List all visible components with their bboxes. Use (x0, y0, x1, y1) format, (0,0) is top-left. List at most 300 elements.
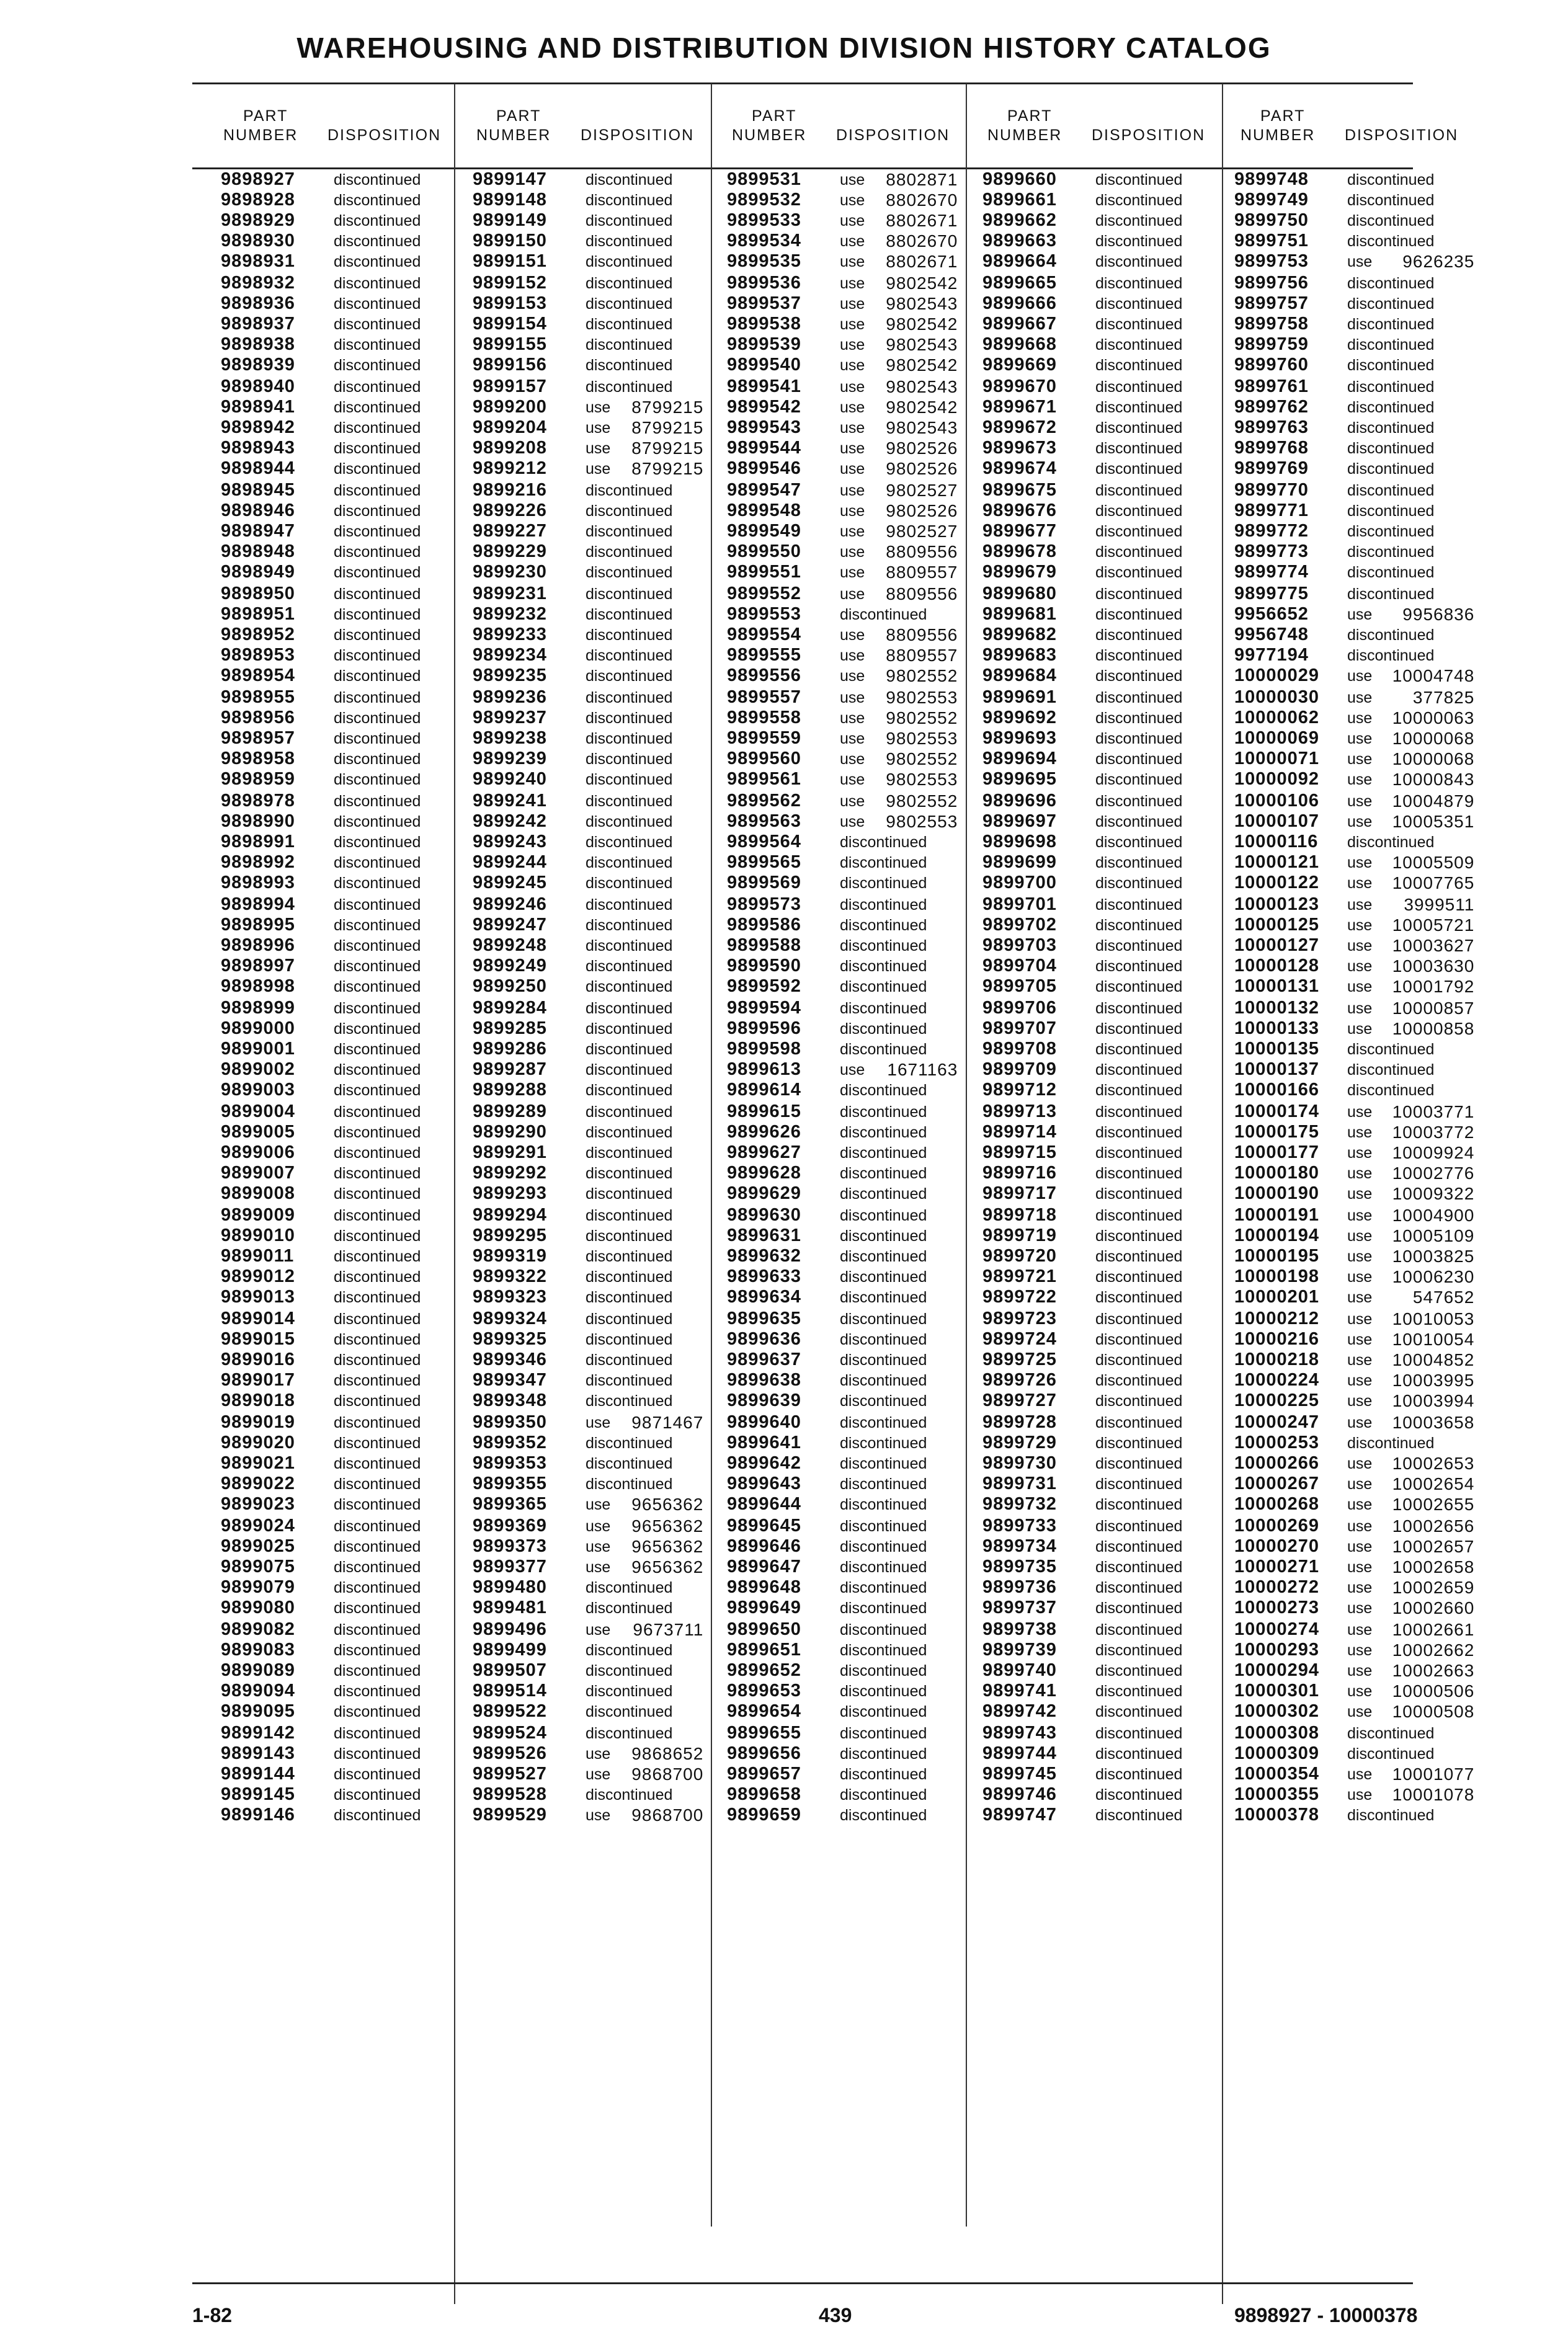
replacement-part-number: 8799215 (631, 418, 704, 437)
part-number: 9898956 (221, 708, 295, 727)
disposition (334, 438, 421, 458)
disposition (1095, 377, 1182, 397)
disposition-text: discontinued (334, 171, 421, 189)
disposition-text: discontinued (334, 1351, 421, 1369)
disposition (1095, 252, 1182, 272)
page-number: 439 (819, 2304, 852, 2326)
disposition-text: discontinued (334, 1248, 421, 1265)
disposition-text: discontinued (586, 710, 673, 727)
part-number: 9899075 (221, 1557, 295, 1577)
part-number: 10000272 (1234, 1577, 1320, 1597)
replacement-part-number: 10007765 (1392, 873, 1475, 892)
disposition-text: discontinued (334, 647, 421, 664)
replacement-part-number: 10002662 (1392, 1640, 1475, 1660)
disposition (334, 1039, 421, 1059)
disposition-text: discontinued (334, 771, 421, 788)
part-number: 9899157 (473, 376, 547, 396)
part-number: 9899626 (727, 1122, 801, 1142)
disposition (1347, 1724, 1434, 1743)
disposition-text: use (1347, 1662, 1373, 1680)
part-number: 9899768 (1234, 438, 1309, 458)
disposition-text: use (1347, 1600, 1373, 1617)
disposition-text: discontinued (1095, 192, 1183, 209)
disposition (840, 1413, 927, 1433)
disposition-text: discontinued (840, 1745, 927, 1763)
part-number: 10000190 (1234, 1183, 1320, 1203)
disposition (586, 853, 672, 873)
part-number: 10000294 (1234, 1660, 1320, 1680)
disposition-text: discontinued (334, 1766, 421, 1783)
disposition-text: discontinued (1347, 378, 1435, 396)
replacement-part-number: 10005721 (1392, 915, 1475, 935)
part-number: 9899496 (473, 1619, 547, 1639)
replacement-part-number: 3999511 (1404, 895, 1475, 914)
disposition (586, 190, 672, 210)
disposition-text: discontinued (586, 171, 673, 189)
disposition (586, 956, 672, 976)
disposition (334, 1143, 421, 1163)
disposition (1347, 1206, 1475, 1226)
part-number: 9899734 (982, 1536, 1057, 1556)
disposition (586, 211, 672, 231)
disposition (334, 1164, 421, 1183)
replacement-part-number: 9802553 (886, 770, 958, 789)
replacement-part-number: 9802552 (886, 749, 958, 768)
disposition-text: discontinued (840, 1372, 927, 1389)
part-number: 9899232 (473, 604, 547, 624)
part-number: 9899079 (221, 1577, 295, 1597)
header-disposition: DISPOSITION (327, 127, 442, 144)
disposition (840, 314, 958, 334)
disposition-text: use (840, 730, 865, 747)
disposition-text: use (840, 543, 865, 561)
part-number: 9899151 (473, 251, 547, 271)
replacement-part-number: 9868700 (631, 1805, 704, 1825)
part-number: 9899019 (221, 1412, 295, 1432)
disposition (1095, 1247, 1182, 1266)
disposition-text: discontinued (840, 1331, 927, 1348)
part-number: 9899588 (727, 935, 801, 955)
disposition (840, 956, 927, 976)
part-number: 9899736 (982, 1577, 1057, 1597)
part-number: 9899235 (473, 665, 547, 685)
part-number: 9899147 (473, 169, 547, 189)
part-number: 9899156 (473, 355, 547, 375)
disposition-text: discontinued (586, 1372, 673, 1389)
part-number: 9898997 (221, 956, 295, 976)
disposition (334, 1598, 421, 1618)
disposition (840, 170, 958, 190)
part-number: 9899549 (727, 521, 801, 541)
part-number: 9899538 (727, 314, 801, 334)
part-number: 9899691 (982, 687, 1057, 707)
part-number: 9899661 (982, 190, 1057, 210)
disposition-text: discontinued (586, 233, 673, 250)
part-number: 9899347 (473, 1370, 547, 1390)
disposition (586, 501, 672, 521)
disposition-text: use (1347, 1372, 1373, 1389)
disposition (586, 522, 672, 541)
disposition-text: use (1347, 1124, 1373, 1141)
disposition (586, 377, 672, 397)
disposition-text: discontinued (334, 896, 421, 914)
disposition-text: discontinued (586, 1165, 673, 1182)
disposition-text: discontinued (1347, 336, 1435, 354)
disposition-text: discontinued (1095, 1414, 1183, 1431)
disposition (1347, 936, 1475, 956)
disposition (840, 1350, 927, 1370)
disposition (334, 999, 421, 1018)
replacement-part-number: 10000506 (1392, 1681, 1475, 1701)
part-number: 9899770 (1234, 480, 1309, 500)
disposition (840, 749, 958, 769)
part-number: 9899743 (982, 1723, 1057, 1743)
part-number: 9899573 (727, 894, 801, 914)
part-number: 9899662 (982, 210, 1057, 230)
disposition (840, 1039, 927, 1059)
column-divider (454, 84, 455, 2304)
part-number: 9899284 (473, 998, 547, 1018)
disposition (1095, 1702, 1182, 1722)
disposition-text: use (586, 1745, 611, 1763)
disposition (334, 1474, 421, 1494)
disposition-text: discontinued (1347, 564, 1435, 581)
disposition-text: discontinued (1095, 1642, 1183, 1659)
disposition-text: discontinued (334, 440, 421, 457)
part-number: 9898937 (221, 314, 295, 334)
disposition-text: discontinued (586, 937, 673, 954)
disposition (840, 625, 958, 645)
disposition-text: discontinued (1095, 1227, 1183, 1245)
disposition (334, 459, 421, 479)
disposition-text: discontinued (586, 1061, 673, 1079)
part-number: 9899369 (473, 1516, 547, 1536)
part-number: 9899632 (727, 1246, 801, 1266)
disposition (334, 355, 421, 375)
part-number: 10000224 (1234, 1370, 1320, 1390)
part-number: 9899234 (473, 645, 547, 665)
page-range: 9898927 - 10000378 (1234, 2304, 1418, 2326)
disposition (1347, 812, 1475, 832)
disposition (1347, 1744, 1434, 1764)
disposition-text: discontinued (334, 667, 421, 685)
disposition (586, 1454, 672, 1474)
disposition (1347, 1537, 1475, 1557)
disposition (586, 625, 672, 645)
disposition (334, 1744, 421, 1764)
disposition-text: discontinued (1347, 212, 1435, 229)
part-number: 9977194 (1234, 645, 1309, 665)
part-number: 9899645 (727, 1516, 801, 1536)
disposition (1347, 915, 1475, 935)
header-part: PART (243, 107, 288, 125)
disposition (1347, 1433, 1434, 1453)
disposition (334, 1413, 421, 1433)
disposition-text: discontinued (334, 1310, 421, 1328)
disposition (840, 1309, 927, 1329)
disposition (1347, 438, 1434, 458)
replacement-part-number: 8809557 (886, 646, 958, 665)
part-number: 9899239 (473, 749, 547, 768)
part-number: 9899693 (982, 728, 1057, 748)
part-number: 9899289 (473, 1101, 547, 1121)
replacement-part-number: 10005509 (1392, 853, 1475, 872)
part-number: 9899701 (982, 894, 1057, 914)
disposition (1095, 170, 1182, 190)
disposition-text: discontinued (840, 1351, 927, 1369)
disposition (840, 1226, 927, 1246)
disposition (1347, 563, 1434, 582)
header-disposition: DISPOSITION (1092, 127, 1206, 144)
part-number: 9899659 (727, 1805, 801, 1825)
part-number: 9899746 (982, 1784, 1057, 1804)
part-number: 9899643 (727, 1474, 801, 1493)
disposition-text: discontinued (840, 1559, 927, 1576)
replacement-part-number: 10002657 (1392, 1537, 1475, 1556)
disposition (1347, 542, 1434, 562)
replacement-part-number: 9802552 (886, 708, 958, 727)
disposition-text: use (1347, 1227, 1373, 1245)
part-number: 9899155 (473, 334, 547, 354)
part-number: 9899757 (1234, 293, 1309, 313)
disposition (1095, 1206, 1182, 1226)
disposition (1347, 1805, 1434, 1825)
disposition (1095, 231, 1182, 251)
disposition (840, 1640, 927, 1660)
disposition-text: use (1347, 1538, 1373, 1555)
disposition (586, 999, 672, 1018)
disposition (586, 1413, 704, 1433)
disposition (1095, 1123, 1182, 1142)
disposition (1095, 501, 1182, 521)
disposition-text: discontinued (334, 1041, 421, 1058)
disposition-text: discontinued (1095, 482, 1183, 499)
disposition-text: discontinued (1095, 1725, 1183, 1742)
disposition (1095, 729, 1182, 749)
disposition (1095, 438, 1182, 458)
header-part: PART (496, 107, 541, 125)
disposition (586, 915, 672, 935)
header-number: NUMBER (987, 127, 1062, 144)
disposition-text: discontinued (1095, 813, 1183, 830)
part-number: 10000253 (1234, 1433, 1320, 1453)
disposition-text: discontinued (586, 813, 673, 830)
disposition-text: discontinued (334, 1124, 421, 1141)
header-rule (192, 167, 1413, 169)
disposition-text: discontinued (840, 1103, 927, 1121)
disposition (586, 936, 672, 956)
part-number: 9899671 (982, 397, 1057, 417)
disposition-text: discontinued (840, 1725, 927, 1742)
disposition (334, 1123, 421, 1142)
disposition (1095, 708, 1182, 728)
disposition (334, 1433, 421, 1453)
replacement-part-number: 9656362 (631, 1557, 704, 1577)
disposition-text: discontinued (586, 834, 673, 851)
disposition (1095, 274, 1182, 293)
replacement-part-number: 10001077 (1392, 1764, 1475, 1784)
replacement-part-number: 10000858 (1392, 1019, 1475, 1038)
disposition-text: discontinued (334, 1392, 421, 1410)
part-number: 9899705 (982, 976, 1057, 996)
part-number: 9898957 (221, 728, 295, 748)
part-number: 9899144 (221, 1764, 295, 1784)
disposition-text: discontinued (334, 1082, 421, 1099)
disposition (334, 377, 421, 397)
part-number: 9899673 (982, 438, 1057, 458)
disposition-text: discontinued (1095, 710, 1183, 727)
part-number: 9899720 (982, 1246, 1057, 1266)
disposition-text: discontinued (334, 750, 421, 768)
disposition (1347, 1288, 1475, 1307)
disposition-text: discontinued (1347, 1807, 1435, 1824)
disposition (1095, 294, 1182, 314)
disposition (586, 1661, 672, 1681)
part-number: 9899531 (727, 169, 801, 189)
part-number: 9899669 (982, 355, 1057, 375)
disposition-text: discontinued (840, 1703, 927, 1720)
disposition-text: discontinued (840, 1475, 927, 1493)
disposition (1095, 1371, 1182, 1390)
part-number: 10000309 (1234, 1743, 1320, 1763)
disposition-text: discontinued (840, 1496, 927, 1513)
disposition (334, 1516, 421, 1536)
disposition (1095, 1039, 1182, 1059)
disposition-text: discontinued (334, 585, 421, 603)
replacement-part-number: 10003995 (1392, 1371, 1475, 1390)
disposition-text: use (1347, 958, 1373, 975)
part-number: 9899216 (473, 480, 547, 500)
part-number: 10000122 (1234, 873, 1320, 892)
disposition (586, 1805, 704, 1825)
disposition-text: discontinued (1347, 357, 1435, 374)
replacement-part-number: 10003825 (1392, 1247, 1475, 1266)
part-number: 10000266 (1234, 1453, 1320, 1473)
replacement-part-number: 8802670 (886, 231, 958, 251)
disposition-text: discontinued (334, 1475, 421, 1493)
disposition-text: use (840, 212, 865, 229)
disposition-text: discontinued (1095, 1000, 1183, 1017)
disposition-text: discontinued (586, 793, 673, 810)
disposition-text: discontinued (334, 813, 421, 830)
replacement-part-number: 10001078 (1392, 1785, 1475, 1804)
disposition (840, 377, 958, 397)
part-number: 10000106 (1234, 791, 1320, 811)
disposition-text: discontinued (1095, 689, 1183, 706)
part-number: 9899558 (727, 708, 801, 727)
disposition-text: use (1347, 1621, 1373, 1639)
part-number: 9899013 (221, 1287, 295, 1307)
disposition (334, 1391, 421, 1411)
part-number: 9899681 (982, 604, 1057, 624)
part-number: 9899293 (473, 1183, 547, 1203)
disposition-text: discontinued (586, 896, 673, 914)
header-number: NUMBER (223, 127, 298, 144)
disposition (586, 1433, 672, 1453)
disposition (1095, 1288, 1182, 1307)
part-number: 10000216 (1234, 1329, 1320, 1349)
part-number: 9898943 (221, 438, 295, 458)
disposition (1095, 1454, 1182, 1474)
part-number: 9898959 (221, 769, 295, 789)
disposition (840, 355, 958, 375)
disposition (334, 605, 421, 625)
disposition-text: discontinued (1095, 419, 1183, 437)
disposition (840, 252, 958, 272)
part-number: 9899373 (473, 1536, 547, 1556)
disposition (586, 1330, 672, 1350)
disposition-text: discontinued (1095, 834, 1183, 851)
part-number: 9899758 (1234, 314, 1309, 334)
disposition-text: discontinued (1095, 543, 1183, 561)
disposition (1347, 1454, 1475, 1474)
disposition-text: discontinued (334, 295, 421, 313)
disposition (1095, 1620, 1182, 1640)
disposition (1347, 646, 1434, 665)
disposition (840, 729, 958, 749)
part-number: 9899146 (221, 1805, 295, 1825)
disposition (1095, 563, 1182, 582)
disposition (334, 294, 421, 314)
disposition (1095, 398, 1182, 417)
part-number: 9899083 (221, 1640, 295, 1660)
disposition (586, 563, 672, 582)
disposition-text: use (1347, 606, 1373, 623)
disposition-text: use (1347, 1248, 1373, 1265)
disposition-text: discontinued (334, 1745, 421, 1763)
disposition (586, 873, 672, 893)
disposition-text: discontinued (586, 295, 673, 313)
disposition (1095, 1744, 1182, 1764)
replacement-part-number: 10002661 (1392, 1620, 1475, 1639)
disposition-text: discontinued (1095, 1579, 1183, 1596)
disposition (334, 977, 421, 997)
disposition-text: discontinued (334, 1559, 421, 1576)
disposition (840, 646, 958, 665)
disposition-text: discontinued (586, 1435, 673, 1452)
disposition (334, 1247, 421, 1266)
disposition (1095, 1495, 1182, 1515)
disposition-text: discontinued (586, 958, 673, 975)
header-disposition: DISPOSITION (836, 127, 950, 144)
disposition-text: use (840, 316, 865, 333)
disposition (840, 1019, 927, 1039)
disposition-text: discontinued (1095, 896, 1183, 914)
disposition-text: discontinued (1347, 1061, 1435, 1079)
disposition (1347, 1309, 1475, 1329)
disposition (334, 1454, 421, 1474)
disposition (1095, 1474, 1182, 1494)
disposition-text: discontinued (840, 1807, 927, 1824)
part-number: 9899748 (1234, 169, 1309, 189)
disposition-text: discontinued (334, 1662, 421, 1680)
part-number: 9899654 (727, 1701, 801, 1721)
disposition-text: discontinued (1095, 336, 1183, 354)
disposition-text: discontinued (586, 316, 673, 333)
disposition-text: discontinued (586, 1683, 673, 1700)
part-number: 9899759 (1234, 334, 1309, 354)
disposition-text: discontinued (586, 523, 673, 540)
disposition-text: use (1347, 813, 1373, 830)
disposition-text: discontinued (334, 192, 421, 209)
disposition (1347, 274, 1434, 293)
disposition (840, 770, 958, 790)
disposition-text: discontinued (586, 1103, 673, 1121)
disposition-text: discontinued (586, 1703, 673, 1720)
part-number: 9899352 (473, 1433, 547, 1453)
disposition (586, 1164, 672, 1183)
disposition (840, 1702, 927, 1722)
